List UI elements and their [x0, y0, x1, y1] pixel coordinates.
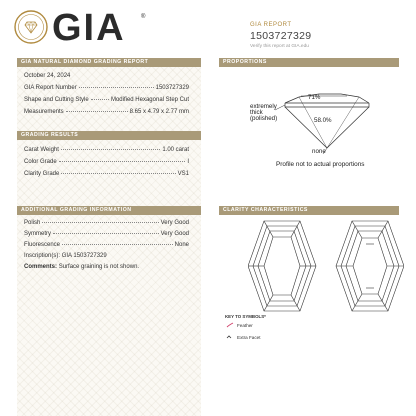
- symmetry-label: Symmetry: [24, 231, 51, 237]
- verify-link[interactable]: Verify this report at GIA.edu: [250, 44, 309, 49]
- key-item-label: Extra Facet: [237, 334, 261, 340]
- section-clarity-characteristics: CLARITY CHARACTERISTICS: [219, 206, 399, 215]
- clarity-row: [24, 171, 189, 177]
- section-proportions: PROPORTIONS: [219, 58, 399, 67]
- gia-logo-text: GIA: [52, 7, 126, 49]
- dot-leader: [53, 233, 159, 234]
- feather-symbol-icon: [226, 322, 234, 328]
- polish-label: Polish: [24, 220, 41, 226]
- report-number-header: 1503727329: [250, 30, 312, 42]
- report-label: GIA REPORT: [250, 22, 292, 28]
- color-value: I: [187, 159, 189, 165]
- clarity-label: Clarity Grade: [24, 171, 60, 177]
- polish-row: [24, 220, 189, 226]
- inscriptions-row: [24, 253, 107, 259]
- girdle-label-1: extremely: [250, 103, 277, 110]
- fluorescence-value: None: [174, 242, 189, 248]
- fluorescence-label: Fluorescence: [24, 242, 61, 248]
- key-title: KEY TO SYMBOLS*: [225, 314, 266, 319]
- table-percent: 71%: [308, 94, 321, 101]
- report-number-label: GIA Report Number: [24, 85, 77, 91]
- dot-leader: [62, 244, 173, 245]
- dot-leader: [59, 161, 186, 162]
- report-date: October 24, 2024: [24, 73, 71, 79]
- key-item-label: Feather: [237, 322, 253, 328]
- clarity-plot-diagram: [248, 220, 404, 312]
- gia-seal-logo: [14, 10, 48, 44]
- culet-label: none: [312, 148, 326, 155]
- proportions-diagram: [219, 70, 409, 170]
- comments-row: [24, 264, 139, 270]
- inscriptions-value: GIA 1503727329: [61, 253, 107, 259]
- color-label: Color Grade: [24, 159, 57, 165]
- clarity-value: VS1: [177, 171, 189, 177]
- dot-leader: [42, 222, 158, 223]
- carat-value: 1.00 carat: [162, 147, 189, 153]
- registered-mark: ®: [141, 14, 146, 20]
- measurements-row: [24, 109, 189, 115]
- shape-row: [24, 97, 189, 103]
- symmetry-row: [24, 231, 189, 237]
- polish-value: Very Good: [160, 220, 189, 226]
- proportions-note: Profile not to actual proportions: [276, 161, 365, 168]
- shape-label: Shape and Cutting Style: [24, 97, 89, 103]
- dot-leader: [66, 111, 128, 112]
- report-number-row: [24, 85, 189, 91]
- dot-leader: [91, 99, 109, 100]
- measurements-value: 8.65 x 4.79 x 2.77 mm: [129, 109, 189, 115]
- carat-row: [24, 147, 189, 153]
- measurements-label: Measurements: [24, 109, 64, 115]
- key-item-extra-facet: [226, 334, 261, 340]
- section-grading-results: GRADING RESULTS: [17, 131, 201, 140]
- section-grading-report: GIA NATURAL DIAMOND GRADING REPORT: [17, 58, 201, 67]
- dot-leader: [61, 173, 175, 174]
- girdle-label-3: (polished): [250, 115, 278, 122]
- comments-value: Surface graining is not shown.: [58, 264, 140, 270]
- dot-leader: [61, 149, 160, 150]
- extra-facet-symbol-icon: [226, 334, 234, 340]
- pavilion-view-plot: [336, 221, 404, 311]
- symmetry-value: Very Good: [160, 231, 189, 237]
- crown-view-plot: [248, 221, 316, 311]
- girdle-label-2: thick: [250, 109, 263, 116]
- report-number-value: 1503727329: [155, 85, 189, 91]
- inscriptions-label: Inscription(s):: [24, 253, 61, 259]
- shape-value: Modified Hexagonal Step Cut: [110, 97, 189, 103]
- key-item-feather: [226, 322, 253, 328]
- fluorescence-row: [24, 242, 189, 248]
- comments-label: Comments:: [24, 264, 58, 270]
- dot-leader: [79, 87, 154, 88]
- depth-percent: 58.0%: [314, 117, 332, 124]
- color-row: [24, 159, 189, 165]
- section-additional-info: ADDITIONAL GRADING INFORMATION: [17, 206, 201, 215]
- carat-label: Carat Weight: [24, 147, 59, 153]
